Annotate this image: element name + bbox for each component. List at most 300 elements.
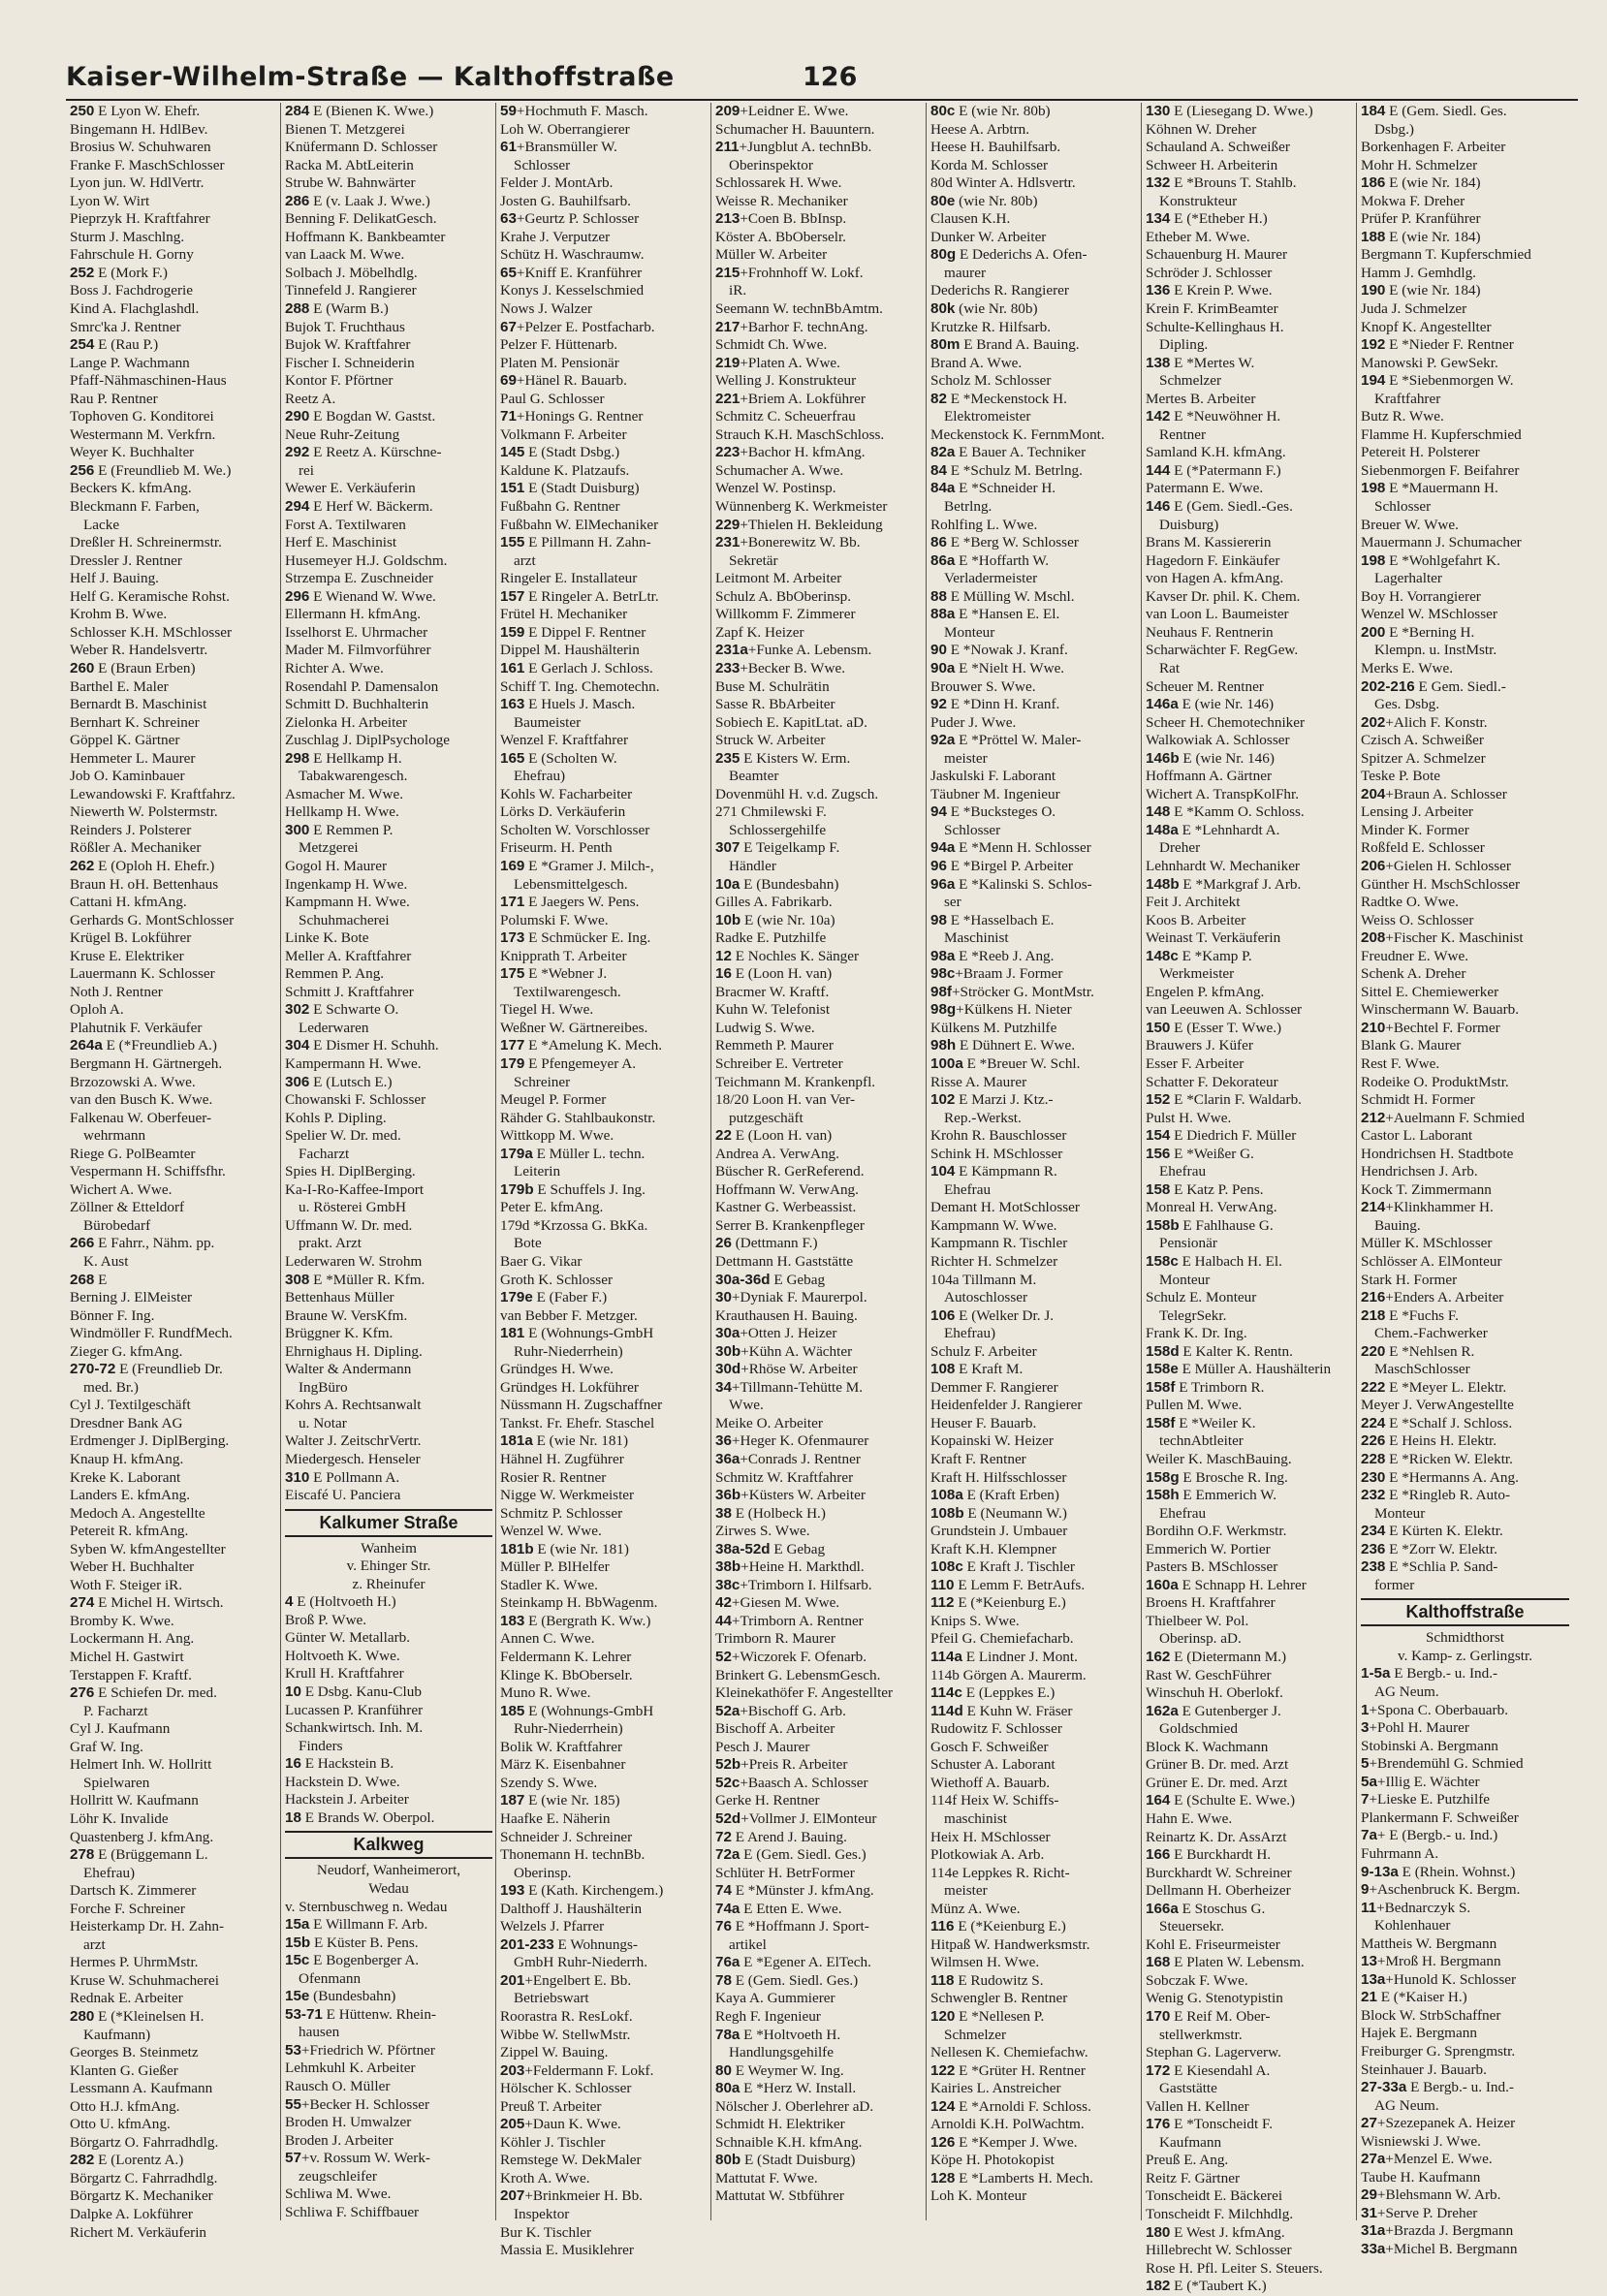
- directory-entry: 72 E Arend J. Bauing.: [715, 1828, 847, 1845]
- column-5: [927, 103, 1142, 2220]
- directory-entry: Schlosser K.H. MSchlosser: [70, 623, 233, 641]
- directory-entry: Medoch A. Angestellte: [70, 1504, 205, 1522]
- directory-entry: Dipling.: [1159, 336, 1209, 354]
- house-number: 108b: [930, 1504, 964, 1522]
- directory-entry: Petereit R. kfmAng.: [70, 1523, 189, 1540]
- directory-entry: Fischer I. Schneiderin: [285, 354, 415, 371]
- house-number: 228: [1361, 1451, 1386, 1468]
- house-number: 53: [285, 2041, 301, 2059]
- directory-entry: Bujok W. Kraftfahrer: [285, 336, 411, 354]
- directory-entry: Forche F. Schreiner: [70, 1900, 185, 1917]
- house-number: 126: [930, 2133, 956, 2151]
- column-6: [1142, 103, 1357, 2295]
- directory-entry: 158g E Brosche R. Ing.: [1146, 1468, 1288, 1486]
- house-number: 33a: [1361, 2240, 1386, 2257]
- house-number: 76: [715, 1918, 732, 1935]
- directory-entry: 27-33a E Bergb.- u. Ind.-: [1361, 2079, 1514, 2096]
- directory-entry: 145 E (Stadt Dsbg.): [500, 444, 620, 461]
- directory-entry: 71+Honings G. Rentner: [500, 408, 644, 425]
- directory-entry: Asmacher M. Wwe.: [285, 785, 404, 802]
- house-number: 231a: [715, 642, 748, 659]
- house-number: 72: [715, 1828, 732, 1845]
- directory-entry: 223+Bachor H. kfmAng.: [715, 444, 866, 461]
- house-number: 98a: [930, 947, 956, 964]
- directory-entry: Broß P. Wwe.: [285, 1611, 367, 1628]
- house-number: 181: [500, 1325, 525, 1342]
- directory-entry: Rosier R. Rentner: [500, 1468, 607, 1486]
- house-number: 294: [285, 498, 310, 516]
- house-number: 198: [1361, 551, 1386, 569]
- house-number: 15b: [285, 1934, 311, 1951]
- directory-entry: 201+Engelbert E. Bb.: [500, 1971, 632, 1989]
- directory-entry: Kohlenhauer: [1374, 1917, 1451, 1934]
- directory-entry: Knüfermann D. Schlosser: [285, 139, 438, 156]
- directory-entry: Kraft H. Hilfsschlosser: [930, 1468, 1067, 1486]
- directory-entry: Klinge K. BbOberselr.: [500, 1666, 633, 1683]
- directory-entry: Lederwaren: [299, 1019, 369, 1036]
- directory-entry: 59+Hochmuth F. Masch.: [500, 103, 648, 119]
- street-note: v. Ehinger Str.: [346, 1557, 431, 1575]
- directory-entry: Graf W. Ing.: [70, 1738, 143, 1755]
- directory-entry: 38 E (Holbeck H.): [715, 1504, 826, 1522]
- house-number: 219: [715, 354, 740, 371]
- directory-entry: Lörks D. Verkäuferin: [500, 803, 626, 821]
- directory-entry: Zielonka H. Arbeiter: [285, 713, 408, 731]
- directory-entry: Krutzke R. Hilfsarb.: [930, 318, 1051, 335]
- directory-entry: 298 E Hellkamp H.: [285, 749, 402, 767]
- directory-entry: Tabakwarengesch.: [299, 768, 408, 785]
- directory-entry: Monteur: [944, 623, 995, 641]
- house-number: 84: [930, 461, 947, 479]
- directory-entry: Monteur: [1159, 1271, 1211, 1288]
- directory-entry: Brzozowski A. Wwe.: [70, 1073, 196, 1090]
- directory-entry: Freiburger G. Sprengmstr.: [1361, 2042, 1516, 2060]
- house-number: 26: [715, 1235, 732, 1252]
- directory-entry: Grüner B. Dr. med. Arzt: [1146, 1756, 1289, 1774]
- directory-entry: Solbach J. Möbelhdlg.: [285, 264, 418, 281]
- directory-entry: Knips S. Wwe.: [930, 1612, 1020, 1629]
- house-number: 236: [1361, 1540, 1386, 1557]
- house-number: 102: [930, 1091, 956, 1109]
- directory-entry: 114f Heix W. Schiffs-: [930, 1792, 1059, 1809]
- directory-entry: Weiler K. MaschBauing.: [1146, 1451, 1292, 1468]
- directory-entry: Kopainski W. Heizer: [930, 1432, 1054, 1450]
- street-note: v. Kamp- z. Gerlingstr.: [1397, 1647, 1533, 1664]
- house-number: 78a: [715, 2026, 740, 2043]
- directory-entry: 238 E *Schlia P. Sand-: [1361, 1558, 1498, 1576]
- directory-entry: Bergmann H. Gärtnergeh.: [70, 1054, 223, 1072]
- directory-entry: Kruse W. Schuhmacherei: [70, 1971, 219, 1989]
- directory-entry: 181b E (wie Nr. 181): [500, 1540, 629, 1557]
- directory-entry: 304 E Dismer H. Schuhh.: [285, 1037, 439, 1054]
- directory-entry: Ellermann H. kfmAng.: [285, 606, 422, 623]
- directory-entry: Cyl J. Textilgeschäft: [70, 1397, 191, 1414]
- directory-entry: iR.: [729, 282, 747, 299]
- directory-entry: Rößler A. Mechaniker: [70, 839, 202, 857]
- house-number: 80e: [930, 192, 956, 209]
- directory-entry: 128 E *Lamberts H. Mech.: [930, 2169, 1093, 2186]
- directory-entry: 280 E (*Kleinelsen H.: [70, 2007, 205, 2025]
- directory-entry: Börgartz C. Fahrradhdlg.: [70, 2169, 218, 2186]
- directory-entry: Schröder J. Schlosser: [1146, 264, 1273, 281]
- directory-entry: 104 E Kämpmann R.: [930, 1163, 1057, 1180]
- directory-entry: Falkenau W. Oberfeuer-: [70, 1109, 212, 1126]
- directory-entry: 278 E (Brüggemann L.: [70, 1846, 208, 1864]
- directory-entry: 108b E (Neumann W.): [930, 1504, 1067, 1522]
- directory-entry: 98c+Braam J. Former: [930, 965, 1063, 983]
- directory-entry: Welzels J. Pfarrer: [500, 1918, 605, 1935]
- directory-entry: Pelzer F. Hüttenarb.: [500, 336, 618, 354]
- directory-entry: Weinast T. Verkäuferin: [1146, 929, 1281, 947]
- directory-entry: Krein F. KrimBeamter: [1146, 300, 1278, 318]
- house-number: 162: [1146, 1649, 1171, 1666]
- house-number: 15a: [285, 1916, 310, 1934]
- directory-entry: Krauthausen H. Bauing.: [715, 1306, 858, 1324]
- directory-entry: 172 E Kiesendahl A.: [1146, 2061, 1271, 2079]
- directory-entry: 158h E Emmerich W.: [1146, 1487, 1277, 1504]
- directory-entry: 76 E *Hoffmann J. Sport-: [715, 1918, 869, 1935]
- house-number: 82: [930, 390, 947, 407]
- directory-entry: 94 E *Bucksteges O.: [930, 803, 1056, 821]
- directory-entry: Schmitz P. Schlosser: [500, 1504, 623, 1522]
- directory-entry: 80a E *Herz W. Install.: [715, 2080, 857, 2097]
- directory-entry: meister: [944, 749, 988, 767]
- house-number: 80: [715, 2061, 732, 2079]
- directory-entry: 307 E Teigelkamp F.: [715, 839, 840, 857]
- directory-entry: Scharwächter F. RegGew.: [1146, 642, 1299, 659]
- directory-entry: 148a E *Lehnhardt A.: [1146, 821, 1280, 838]
- directory-entry: Spies H. DiplBerging.: [285, 1163, 416, 1180]
- directory-entry: Petereit H. Polsterer: [1361, 444, 1480, 461]
- directory-entry: Dsbg.): [1374, 120, 1414, 138]
- directory-entry: Dippel M. Haushälterin: [500, 642, 640, 659]
- directory-entry: Schenk A. Dreher: [1361, 965, 1466, 983]
- house-number: 175: [500, 965, 525, 983]
- directory-entry: 9+Aschenbruck K. Bergm.: [1361, 1881, 1521, 1899]
- house-number: 7: [1361, 1791, 1370, 1808]
- directory-entry: 72a E (Gem. Siedl. Ges.): [715, 1846, 867, 1864]
- directory-entry: Brauwers J. Küfer: [1146, 1037, 1253, 1054]
- directory-entry: Börgartz K. Mechaniker: [70, 2187, 213, 2205]
- directory-entry: 36a+Conrads J. Rentner: [715, 1451, 861, 1468]
- directory-entry: Weisse R. Mechaniker: [715, 192, 848, 209]
- directory-entry: Schliwa F. Schiffbauer: [285, 2203, 420, 2220]
- directory-entry: Westermann M. Verkfrn.: [70, 425, 216, 443]
- directory-entry: Schmidt H. Former: [1361, 1091, 1475, 1109]
- directory-entry: 300 E Remmen P.: [285, 821, 394, 838]
- directory-entry: 205+Daun K. Wwe.: [500, 2116, 621, 2133]
- directory-entry: Grundstein J. Umbauer: [930, 1523, 1068, 1540]
- directory-entry: Ehefrau: [1159, 1504, 1207, 1522]
- house-number: 212: [1361, 1109, 1386, 1126]
- directory-entry: Patermann E. Wwe.: [1146, 480, 1264, 497]
- directory-entry: van Leeuwen A. Schlosser: [1146, 1001, 1303, 1019]
- directory-entry: 212+Auelmann F. Schmied: [1361, 1109, 1525, 1126]
- directory-entry: 187 E (wie Nr. 185): [500, 1792, 620, 1809]
- directory-entry: 15e (Bundesbahn): [285, 1988, 396, 2005]
- house-number: 80k: [930, 300, 956, 318]
- directory-entry: 84a E *Schneider H.: [930, 480, 1056, 497]
- directory-entry: 134 E (*Etheber H.): [1146, 210, 1268, 228]
- directory-entry: Mattutat W. Stbführer: [715, 2187, 844, 2205]
- directory-entry: 171 E Jaegers W. Pens.: [500, 894, 640, 911]
- directory-entry: prakt. Arzt: [299, 1235, 362, 1252]
- directory-entry: Ehrnighaus H. Dipling.: [285, 1342, 423, 1360]
- directory-entry: Castor L. Laborant: [1361, 1127, 1473, 1145]
- house-number: 27: [1361, 2115, 1377, 2132]
- house-number: 98f: [930, 983, 952, 1000]
- house-number: 201-233: [500, 1935, 554, 1953]
- directory-entry: Schulz A. BbOberinsp.: [715, 587, 852, 605]
- directory-entry: 185 E (Wohnungs-GmbH: [500, 1702, 654, 1719]
- house-number: 22: [715, 1127, 732, 1145]
- directory-entry: Mauermann J. Schumacher: [1361, 534, 1522, 551]
- house-number: 221: [715, 390, 740, 407]
- directory-entry: Block K. Wachmann: [1146, 1738, 1269, 1755]
- house-number: 223: [715, 444, 740, 461]
- directory-entry: Schulte-Kellinghaus H.: [1146, 318, 1284, 335]
- directory-entry: Taube H. Kaufmann: [1361, 2168, 1481, 2186]
- directory-entry: 26 (Dettmann F.): [715, 1235, 818, 1252]
- directory-entry: Oberinsp.: [514, 1864, 572, 1881]
- directory-entry: Göppel K. Gärtner: [70, 732, 180, 749]
- directory-entry: Volkmann F. Arbeiter: [500, 425, 627, 443]
- directory-entry: 38a-52d E Gebag: [715, 1540, 826, 1557]
- directory-entry: Löhr K. Invalide: [70, 1809, 169, 1827]
- directory-entry: Isselhorst E. Uhrmacher: [285, 623, 428, 641]
- directory-entry: 53-71 E Hüttenw. Rhein-: [285, 2005, 436, 2023]
- directory-entry: Broens H. Kraftfahrer: [1146, 1594, 1276, 1612]
- directory-entry: Lagerhalter: [1374, 570, 1442, 587]
- directory-entry: 219+Platen A. Wwe.: [715, 354, 840, 371]
- house-number: 204: [1361, 785, 1386, 802]
- house-number: 179: [500, 1054, 525, 1072]
- directory-entry: Friseurm. H. Penth: [500, 839, 613, 857]
- directory-entry: 74 E *Münster J. kfmAng.: [715, 1882, 874, 1900]
- directory-entry: Hamm J. Gemhdlg.: [1361, 264, 1476, 281]
- directory-entry: Beckers K. kfmAng.: [70, 480, 192, 497]
- directory-entry: 264a E (*Freundlieb A.): [70, 1037, 217, 1054]
- directory-entry: 29+Blehsmann W. Arb.: [1361, 2186, 1501, 2204]
- directory-entry: Wichert A. TranspKolFhr.: [1146, 785, 1300, 802]
- directory-entry: Buse M. Schulrätin: [715, 677, 830, 695]
- directory-entry: Konys J. Kesselschmied: [500, 282, 645, 299]
- directory-entry: Mohr H. Schmelzer: [1361, 156, 1478, 173]
- directory-entry: 15c E Bogenberger A.: [285, 1952, 420, 1969]
- directory-entry: Schneider J. Schreiner: [500, 1828, 633, 1845]
- directory-entry: Müller K. MSchlosser: [1361, 1235, 1493, 1252]
- house-number: 177: [500, 1037, 525, 1054]
- directory-entry: Lebensmittelgesch.: [514, 875, 628, 893]
- house-number: 42: [715, 1594, 732, 1612]
- directory-entry: 36+Heger K. Ofenmaurer: [715, 1432, 869, 1450]
- directory-entry: Meyer J. VerwAngestellte: [1361, 1397, 1514, 1414]
- directory-entry: Arnoldi K.H. PolWachtm.: [930, 2116, 1085, 2133]
- directory-entry: Stark H. Former: [1361, 1271, 1458, 1288]
- directory-entry: 78 E (Gem. Siedl. Ges.): [715, 1971, 859, 1989]
- house-number: 110: [930, 1576, 955, 1593]
- directory-entry: Weber H. Buchhalter: [70, 1558, 195, 1576]
- house-number: 10: [285, 1683, 301, 1701]
- directory-entry: Lockermann H. Ang.: [70, 1630, 195, 1648]
- street-heading: Kalthoffstraße: [1361, 1598, 1569, 1626]
- directory-entry: 235 E Kisters W. Erm.: [715, 749, 851, 767]
- directory-entry: Lensing J. Arbeiter: [1361, 803, 1473, 821]
- directory-entry: 16 E (Loon H. van): [715, 965, 833, 983]
- directory-entry: Sobczak F. Wwe.: [1146, 1971, 1248, 1989]
- directory-entry: 232 E *Ringleb R. Auto-: [1361, 1487, 1511, 1504]
- house-number: 13a: [1361, 1970, 1386, 1988]
- directory-entry: Hemmeter L. Maurer: [70, 749, 196, 767]
- house-number: 136: [1146, 282, 1171, 299]
- house-number: 10a: [715, 875, 740, 893]
- directory-entry: Freudner E. Wwe.: [1361, 947, 1469, 964]
- directory-entry: Köpe H. Photokopist: [930, 2152, 1055, 2169]
- directory-entry: Spielwaren: [83, 1774, 150, 1791]
- directory-entry: Rodeike O. ProduktMstr.: [1361, 1073, 1509, 1090]
- directory-entry: Schulz E. Monteur: [1146, 1289, 1257, 1306]
- house-number: 98: [930, 911, 947, 928]
- directory-entry: Handlungsgehilfe: [729, 2044, 834, 2061]
- house-number: 78: [715, 1971, 732, 1989]
- directory-entry: 52a+Bischoff G. Arb.: [715, 1702, 846, 1719]
- directory-entry: 163 E Huels J. Masch.: [500, 696, 636, 713]
- directory-entry: van Laack M. Wwe.: [285, 246, 405, 264]
- directory-entry: 136 E Krein P. Wwe.: [1146, 282, 1273, 299]
- directory-entry: Weiss O. Schlosser: [1361, 911, 1474, 928]
- directory-entry: Szendy S. Wwe.: [500, 1774, 598, 1791]
- directory-entry: 80c E (wie Nr. 80b): [930, 103, 1051, 119]
- house-number: 302: [285, 1001, 310, 1019]
- directory-entry: 179 E Pfengemeyer A.: [500, 1054, 637, 1072]
- directory-entry: 80 E Weymer W. Ing.: [715, 2061, 844, 2079]
- directory-entry: Monreal H. VerwAng.: [1146, 1199, 1277, 1216]
- house-number: 100a: [930, 1054, 963, 1072]
- directory-entry: Baer G. Vikar: [500, 1253, 583, 1270]
- house-number: 53-71: [285, 2005, 323, 2023]
- directory-entry: Otto H.J. kfmAng.: [70, 2097, 180, 2115]
- directory-entry: 158 E Katz P. Pens.: [1146, 1180, 1264, 1198]
- directory-entry: Ingenkamp H. Wwe.: [285, 875, 408, 893]
- directory-entry: 181 E (Wohnungs-GmbH: [500, 1325, 654, 1342]
- house-number: 183: [500, 1612, 525, 1629]
- directory-entry: Heisterkamp Dr. H. Zahn-: [70, 1918, 225, 1935]
- house-number: 229: [715, 516, 740, 533]
- house-number: 217: [715, 318, 740, 335]
- directory-entry: 65+Kniff E. Kranführer: [500, 264, 643, 281]
- directory-entry: Flamme H. Kupferschmied: [1361, 425, 1522, 443]
- directory-entry: Kontor F. Pförtner: [285, 372, 394, 390]
- directory-entry: Manowski P. GewSekr.: [1361, 354, 1498, 371]
- house-number: 15c: [285, 1952, 310, 1969]
- directory-entry: Trimborn R. Maurer: [715, 1630, 835, 1648]
- directory-entry: 161 E Gerlach J. Schloss.: [500, 659, 653, 676]
- directory-entry: 214+Klinkhammer H.: [1361, 1199, 1494, 1216]
- directory-entry: 94a E *Menn H. Schlosser: [930, 839, 1091, 857]
- directory-entry: 181a E (wie Nr. 181): [500, 1432, 629, 1450]
- directory-entry: Strube W. Bahnwärter: [285, 174, 416, 192]
- directory-entry: Brans M. Kassiererin: [1146, 534, 1272, 551]
- directory-entry: 98h E Dühnert E. Wwe.: [930, 1037, 1076, 1054]
- directory-entry: Boss J. Fachdrogerie: [70, 282, 193, 299]
- house-number: 1-5a: [1361, 1665, 1391, 1683]
- directory-entry: von Hagen A. kfmAng.: [1146, 570, 1284, 587]
- house-number: 235: [715, 749, 740, 767]
- directory-entry: van Loon L. Baumeister: [1146, 606, 1289, 623]
- house-number: 38a-52d: [715, 1540, 771, 1557]
- directory-entry: 268 E: [70, 1271, 108, 1288]
- directory-entry: Czisch A. Schweißer: [1361, 732, 1484, 749]
- directory-entry: Kind A. Flachglashdl.: [70, 300, 200, 318]
- house-number: 230: [1361, 1468, 1386, 1486]
- directory-entry: 159 E Dippel F. Rentner: [500, 623, 646, 641]
- directory-entry: Georges B. Steinmetz: [70, 2044, 199, 2061]
- directory-entry: 13a+Hunold K. Schlosser: [1361, 1970, 1517, 1988]
- directory-entry: Krohm B. Wwe.: [70, 606, 168, 623]
- directory-entry: Husemeyer H.J. Goldschm.: [285, 551, 448, 569]
- directory-entry: Elektromeister: [944, 408, 1031, 425]
- directory-entry: Lessmann A. Kaufmann: [70, 2080, 213, 2097]
- directory-entry: Pfeil G. Chemiefacharb.: [930, 1630, 1074, 1648]
- directory-entry: Gaststätte: [1159, 2080, 1217, 2097]
- house-number: 15e: [285, 1988, 310, 2005]
- directory-entry: März K. Eisenbahner: [500, 1756, 626, 1774]
- column-2: [281, 103, 496, 2220]
- directory-entry: technAbtleiter: [1159, 1432, 1244, 1450]
- directory-entry: 122 E *Grüter H. Rentner: [930, 2061, 1086, 2079]
- directory-entry: 290 E Bogdan W. Gastst.: [285, 408, 436, 425]
- house-number: 198: [1361, 480, 1386, 497]
- directory-entry: 217+Barhor F. technAng.: [715, 318, 868, 335]
- directory-entry: 228 E *Ricken W. Elektr.: [1361, 1451, 1513, 1468]
- directory-entry: Sekretär: [729, 551, 778, 569]
- directory-entry: 179a E Müller L. techn.: [500, 1145, 646, 1162]
- directory-entry: Thonemann H. technBb.: [500, 1846, 646, 1864]
- directory-entry: Lewandowski F. Kraftfahrz.: [70, 785, 236, 802]
- directory-entry: Heuser F. Bauarb.: [930, 1414, 1037, 1431]
- directory-entry: Metzgerei: [299, 839, 359, 857]
- directory-entry: 182 E (*Taubert K.): [1146, 2278, 1267, 2295]
- directory-entry: 52d+Vollmer J. ElMonteur: [715, 1809, 877, 1827]
- directory-entry: Weyer K. Buchhalter: [70, 444, 195, 461]
- directory-entry: Vespermann H. Schiffsfhr.: [70, 1163, 226, 1180]
- directory-entry: Schlüter H. BetrFormer: [715, 1864, 855, 1881]
- directory-entry: Walter J. ZeitschrVertr.: [285, 1432, 422, 1450]
- directory-entry: Broden J. Arbeiter: [285, 2131, 394, 2149]
- directory-entry: van den Busch K. Wwe.: [70, 1091, 213, 1109]
- directory-entry: putzgeschäft: [729, 1109, 804, 1126]
- house-number: 30d: [715, 1361, 741, 1378]
- directory-entry: 110 E Lemm F. BetrAufs.: [930, 1576, 1086, 1593]
- directory-entry: 1+Spona C. Oberbauarb.: [1361, 1701, 1508, 1718]
- directory-entry: 126 E *Kemper J. Wwe.: [930, 2133, 1078, 2151]
- directory-entry: Sturm J. Maschlng.: [70, 228, 185, 245]
- directory-entry: Günther H. MschSchlosser: [1361, 875, 1521, 893]
- street-note: Wanheim: [361, 1539, 417, 1557]
- house-number: 52c: [715, 1774, 740, 1791]
- directory-entry: Schwengler B. Rentner: [930, 1990, 1068, 2007]
- directory-entry: 146b E (wie Nr. 146): [1146, 749, 1275, 767]
- directory-entry: Kairies L. Anstreicher: [930, 2080, 1061, 2097]
- directory-entry: Meller A. Kraftfahrer: [285, 947, 412, 964]
- directory-entry: Nölscher J. Oberlehrer aD.: [715, 2097, 874, 2115]
- directory-entry: 38b+Heine H. Markthdl.: [715, 1558, 865, 1576]
- directory-entry: Massia E. Musiklehrer: [500, 2242, 634, 2259]
- directory-entry: Roßfeld E. Schlosser: [1361, 839, 1485, 857]
- house-number: 5: [1361, 1755, 1370, 1773]
- house-number: 234: [1361, 1523, 1386, 1540]
- house-number: 118: [930, 1971, 955, 1989]
